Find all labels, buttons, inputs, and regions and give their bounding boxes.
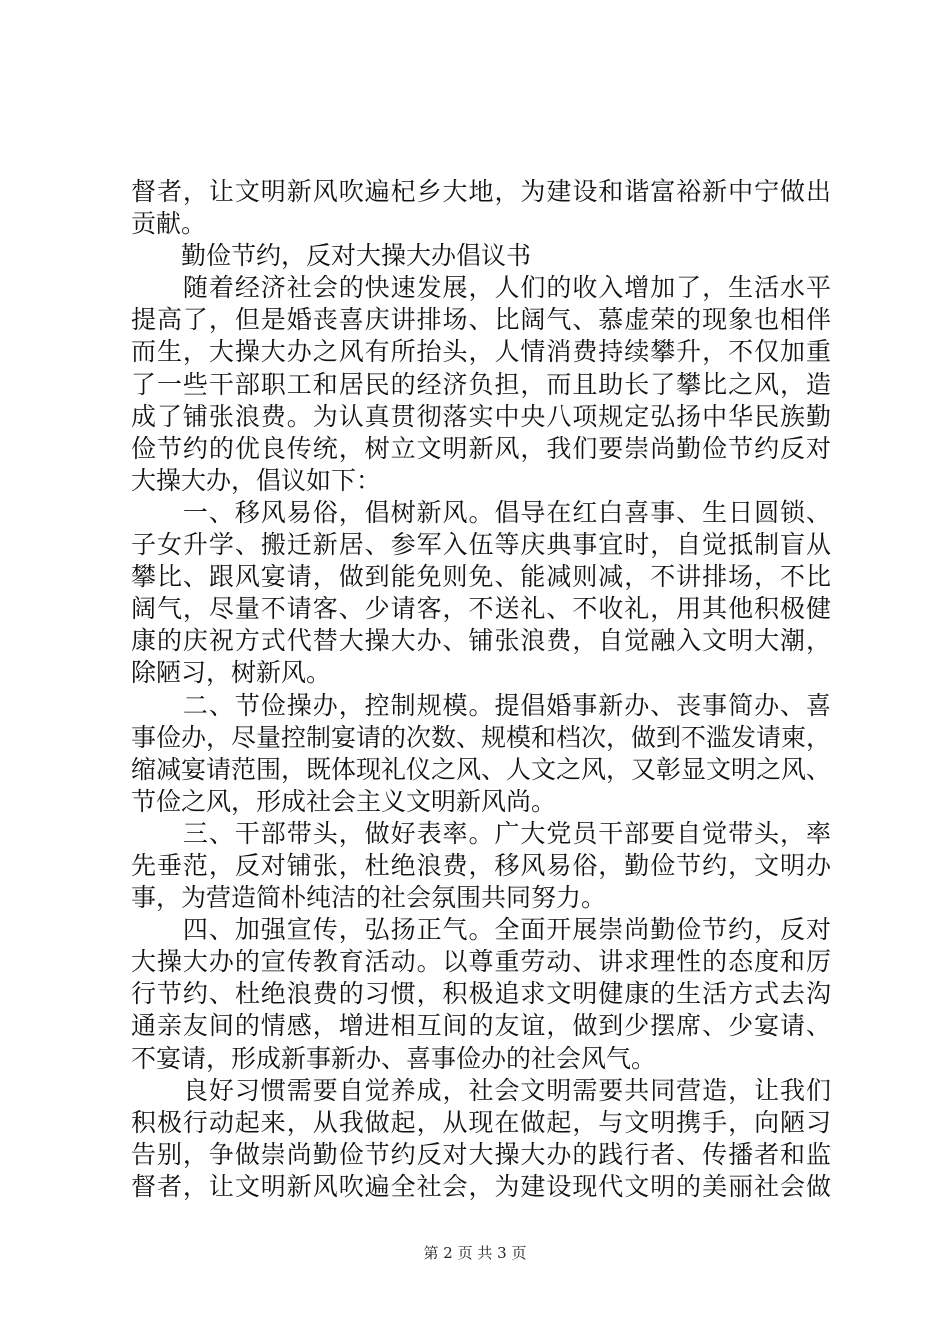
text-line: 提高了，但是婚丧喜庆讲排场、比阔气、慕虚荣的现象也相伴 — [131, 305, 831, 335]
text-line: 阔气，尽量不请客、少请客，不送礼、不收礼，用其他积极健 — [131, 594, 831, 624]
text-line: 俭节约的优良传统，树立文明新风，我们要崇尚勤俭节约反对 — [131, 433, 831, 463]
text-line: 成了铺张浪费。为认真贯彻落实中央八项规定弘扬中华民族勤 — [131, 401, 831, 431]
text-line: 勤俭节约，反对大操大办倡议书 — [131, 241, 532, 271]
text-line: 督者，让文明新风吹遍全社会，为建设现代文明的美丽社会做 — [131, 1171, 831, 1201]
text-line: 行节约、杜绝浪费的习惯，积极追求文明健康的生活方式去沟 — [131, 979, 831, 1009]
text-line: 事，为营造简朴纯洁的社会氛围共同努力。 — [131, 883, 607, 913]
text-line: 攀比、跟风宴请，做到能免则免、能减则减，不讲排场，不比 — [131, 562, 831, 592]
text-line: 而生，大操大办之风有所抬头，人情消费持续攀升，不仅加重 — [131, 337, 831, 367]
text-line: 了一些干部职工和居民的经济负担，而且助长了攀比之风，造 — [131, 369, 831, 399]
text-line: 通亲友间的情感，增进相互间的友谊，做到少摆席、少宴请、 — [131, 1011, 831, 1041]
text-line: 三、干部带头，做好表率。广大党员干部要自觉带头，率 — [131, 818, 831, 848]
text-line: 良好习惯需要自觉养成，社会文明需要共同营造，让我们 — [131, 1075, 831, 1105]
text-line: 四、加强宣传，弘扬正气。全面开展崇尚勤俭节约，反对 — [131, 915, 831, 945]
text-line: 康的庆祝方式代替大操大办、铺张浪费，自觉融入文明大潮， — [131, 626, 831, 656]
text-line: 事俭办，尽量控制宴请的次数、规模和档次，做到不滥发请柬， — [131, 722, 831, 752]
text-line: 督者，让文明新风吹遍杞乡大地，为建设和谐富裕新中宁做出 — [131, 177, 831, 206]
text-line: 除陋习，树新风。 — [131, 658, 332, 688]
text-line: 积极行动起来，从我做起，从现在做起，与文明携手，向陋习 — [131, 1107, 831, 1137]
document-body — [131, 176, 831, 1203]
text-line: 一、移风易俗，倡树新风。倡导在红白喜事、生日圆锁、 — [131, 497, 831, 527]
text-line: 大操大办，倡议如下： — [131, 465, 382, 495]
text-line: 先垂范，反对铺张，杜绝浪费，移风易俗，勤俭节约，文明办 — [131, 850, 831, 880]
text-line: 贡献。 — [131, 209, 207, 239]
text-line: 缩减宴请范围，既体现礼仪之风、人文之风，又彰显文明之风、 — [131, 754, 831, 784]
text-line: 告别，争做崇尚勤俭节约反对大操大办的践行者、传播者和监 — [131, 1139, 831, 1169]
page-footer: 第 2 页 共 3 页 — [423, 1244, 527, 1262]
text-line: 二、节俭操办，控制规模。提倡婚事新办、丧事简办、喜 — [131, 690, 831, 720]
text-line: 不宴请，形成新事新办、喜事俭办的社会风气。 — [131, 1043, 657, 1073]
text-line: 子女升学、搬迁新居、参军入伍等庆典事宜时，自觉抵制盲从 — [131, 530, 831, 560]
text-line: 大操大办的宣传教育活动。以尊重劳动、讲求理性的态度和厉 — [131, 947, 831, 977]
text-line: 随着经济社会的快速发展，人们的收入增加了，生活水平 — [131, 273, 831, 303]
text-line: 节俭之风，形成社会主义文明新风尚。 — [131, 786, 557, 816]
